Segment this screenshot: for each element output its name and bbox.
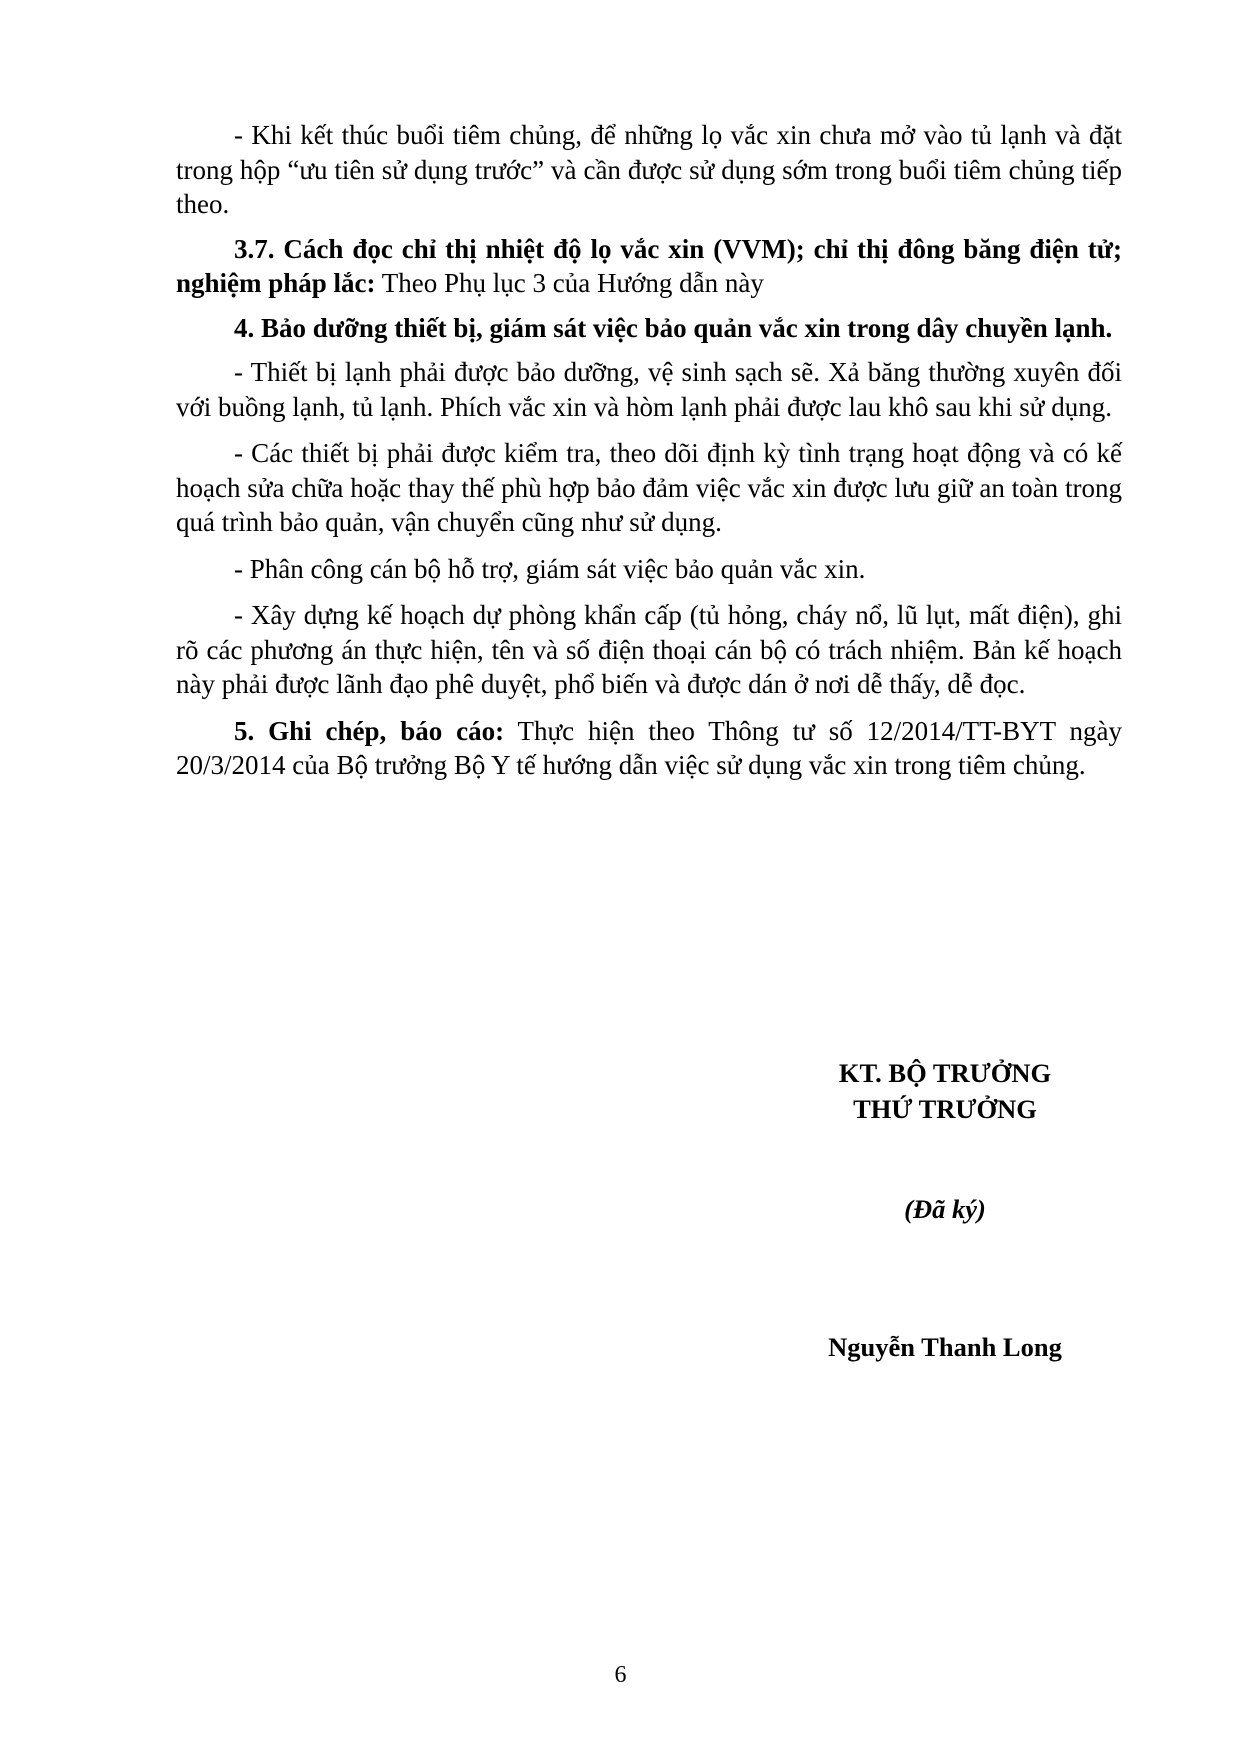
section-3-7-text: Theo Phụ lục 3 của Hướng dẫn này	[375, 268, 764, 298]
page-number: 6	[614, 1662, 627, 1688]
paragraph-section-5	[176, 714, 1122, 783]
document-body	[176, 118, 1122, 795]
section-5-heading: 5. Ghi chép, báo cáo:	[234, 715, 505, 746]
signatory-name: Nguyễn Thanh Long	[828, 1332, 1062, 1362]
section-5-text: Thực hiện theo Thông tư số 12/2014/TT-BYT ngày 20/3/2014 của Bộ trưởng Bộ Y tế hướng dẫn việc sử dụng vắc xin trong tiêm chủng.	[176, 715, 1122, 780]
signature-title-line1: KT. BỘ TRƯỞNG	[838, 1058, 1052, 1088]
paragraph-equipment-inspection: - Các thiết bị phải được kiểm tra, theo dõi định kỳ tình trạng hoạt động và có kế hoạch sửa chữa hoặc thay thế phù hợp bảo đảm việc vắc xin được lưu giữ an toàn trong quá trình bảo quản, vận chuyển cũng như sử dụng.	[176, 438, 1122, 537]
paragraph-section-3-7	[176, 232, 1122, 301]
paragraph-section-4-heading	[176, 311, 1122, 346]
signature-signed-note: (Đã ký)	[904, 1194, 986, 1224]
signature-title-line2: THỨ TRƯỞNG	[853, 1094, 1037, 1124]
section-4-heading: 4. Bảo dưỡng thiết bị, giám sát việc bảo quản vắc xin trong dây chuyền lạnh.	[234, 312, 1113, 343]
paragraph-vaccine-storage-end-session: - Khi kết thúc buổi tiêm chủng, để những lọ vắc xin chưa mở vào tủ lạnh và đặt trong hộp “ưu tiên sử dụng trước” và cần được sử dụng sớm trong buổi tiêm chủng tiếp theo.	[176, 120, 1122, 219]
section-3-7-heading: 3.7. Cách đọc chỉ thị nhiệt độ lọ vắc xin (VVM); chỉ thị đông băng điện tử; nghiệm pháp lắc:	[176, 233, 1122, 298]
paragraph-equipment-maintenance: - Thiết bị lạnh phải được bảo dưỡng, vệ sinh sạch sẽ. Xả băng thường xuyên đối với buồng lạnh, tủ lạnh. Phích vắc xin và hòm lạnh phải được lau khô sau khi sử dụng.	[176, 357, 1122, 422]
paragraph-staff-assignment: - Phân công cán bộ hỗ trợ, giám sát việc bảo quản vắc xin.	[234, 553, 866, 584]
paragraph-emergency-plan: - Xây dựng kế hoạch dự phòng khẩn cấp (tủ hỏng, cháy nổ, lũ lụt, mất điện), ghi rõ các phương án thực hiện, tên và số điện thoại cán bộ có trách nhiệm. Bản kế hoạch này phải được lãnh đạo phê duyệt, phổ biến và được dán ở nơi dễ thấy, dễ đọc.	[176, 600, 1122, 699]
